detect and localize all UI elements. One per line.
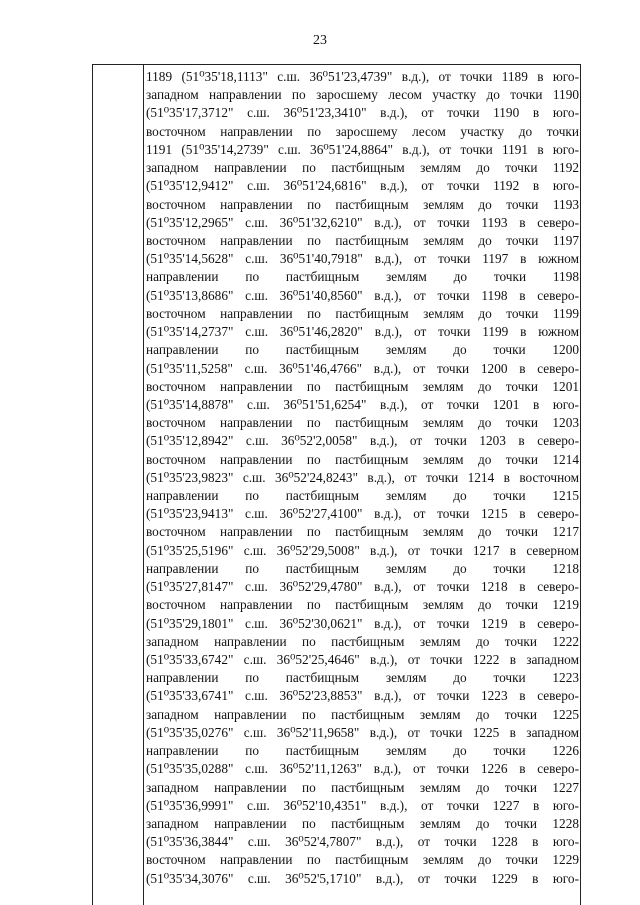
text-line: восточном направлении по пастбищным землям до точки 1201 — [146, 378, 579, 394]
text-line: направлении по пастбищным землям до точки 1226 — [146, 743, 579, 759]
text-line: западном направлении по заросшему лесом участку до точки 1190 — [146, 87, 579, 103]
text-line: восточном направлении по пастбищным землям до точки 1214 — [146, 451, 579, 467]
text-line: (51⁰35'27,8147" с.ш. 36⁰52'29,4780" в.д.), от точки 1218 в северо- — [146, 579, 579, 595]
text-line: (51⁰35'12,9412" с.ш. 36⁰51'24,6816" в.д.), от точки 1192 в юго- — [146, 178, 579, 194]
text-line: восточном направлении по пастбищным землям до точки 1229 — [146, 852, 579, 868]
text-line: западном направлении по пастбищным землям до точки 1222 — [146, 633, 579, 649]
text-line: восточном направлении по заросшему лесом участку до точки — [146, 123, 579, 139]
text-line: (51⁰35'33,6741" с.ш. 36⁰52'23,8853" в.д.), от точки 1223 в северо- — [146, 688, 579, 704]
text-line: западном направлении по пастбищным землям до точки 1227 — [146, 779, 579, 795]
boundary-description-text — [146, 68, 579, 888]
text-line: (51⁰35'35,0276" с.ш. 36⁰52'11,9658" в.д.), от точки 1225 в западном — [146, 724, 579, 740]
text-line: (51⁰35'13,8686" с.ш. 36⁰51'40,8560" в.д.), от точки 1198 в северо- — [146, 287, 579, 303]
text-line: (51⁰35'36,3844" с.ш. 36⁰52'4,7807" в.д.), от точки 1228 в юго- — [146, 834, 579, 850]
text-line: восточном направлении по пастбищным землям до точки 1219 — [146, 597, 579, 613]
text-line: (51⁰35'29,1801" с.ш. 36⁰52'30,0621" в.д.), от точки 1219 в северо- — [146, 615, 579, 631]
text-line: восточном направлении по пастбищным землям до точки 1203 — [146, 415, 579, 431]
text-line: (51⁰35'36,9991" с.ш. 36⁰52'10,4351" в.д.), от точки 1227 в юго- — [146, 797, 579, 813]
text-line: (51⁰35'11,5258" с.ш. 36⁰51'46,4766" в.д.), от точки 1200 в северо- — [146, 360, 579, 376]
text-line: восточном направлении по пастбищным землям до точки 1197 — [146, 232, 579, 248]
text-line: (51⁰35'33,6742" с.ш. 36⁰52'25,4646" в.д.), от точки 1222 в западном — [146, 652, 579, 667]
column-divider — [143, 64, 144, 905]
text-line: 1189 (51⁰35'18,1113" с.ш. 36⁰51'23,4739" в.д.), от точки 1189 в юго- — [146, 69, 579, 84]
text-line: (51⁰35'25,5196" с.ш. 36⁰52'29,5008" в.д.), от точки 1217 в северном — [146, 542, 579, 558]
text-line: восточном направлении по пастбищным землям до точки 1193 — [146, 196, 579, 212]
text-line: западном направлении по пастбищным землям до точки 1192 — [146, 160, 579, 176]
text-line: (51⁰35'23,9823" с.ш. 36⁰52'24,8243" в.д.), от точки 1214 в восточном — [146, 469, 579, 485]
text-line: восточном направлении по пастбищным землям до точки 1199 — [146, 305, 579, 321]
text-line: направлении по пастбищным землям до точки 1218 — [146, 560, 579, 576]
text-line: западном направлении по пастбищным землям до точки 1225 — [146, 706, 579, 722]
text-line: (51⁰35'12,2965" с.ш. 36⁰51'32,6210" в.д.), от точки 1193 в северо- — [146, 214, 579, 230]
text-line: направлении по пастбищным землям до точки 1223 — [146, 670, 579, 686]
text-line: (51⁰35'14,8878" с.ш. 36⁰51'51,6254" в.д.), от точки 1201 в юго- — [146, 396, 579, 412]
text-line: (51⁰35'14,2737" с.ш. 36⁰51'46,2820" в.д.), от точки 1199 в южном — [146, 324, 579, 340]
text-line: (51⁰35'35,0288" с.ш. 36⁰52'11,1263" в.д.), от точки 1226 в северо- — [146, 761, 579, 777]
text-line: направлении по пастбищным землям до точки 1200 — [146, 342, 579, 358]
text-line: (51⁰35'23,9413" с.ш. 36⁰52'27,4100" в.д.), от точки 1215 в северо- — [146, 506, 579, 522]
page-number: 23 — [313, 33, 327, 48]
text-line: направлении по пастбищным землям до точки 1198 — [146, 269, 579, 285]
text-line: 1191 (51⁰35'14,2739" с.ш. 36⁰51'24,8864" в.д.), от точки 1191 в юго- — [146, 141, 579, 157]
text-line: (51⁰35'34,3076" с.ш. 36⁰52'5,1710" в.д.), от точки 1229 в юго- — [146, 870, 579, 886]
text-line: (51⁰35'14,5628" с.ш. 36⁰51'40,7918" в.д.), от точки 1197 в южном — [146, 251, 579, 267]
text-line: западном направлении по пастбищным землям до точки 1228 — [146, 815, 579, 831]
text-line: (51⁰35'12,8942" с.ш. 36⁰52'2,0058" в.д.), от точки 1203 в северо- — [146, 433, 579, 449]
text-line: восточном направлении по пастбищным землям до точки 1217 — [146, 524, 579, 540]
text-line: (51⁰35'17,3712" с.ш. 36⁰51'23,3410" в.д.), от точки 1190 в юго- — [146, 105, 579, 121]
text-line: направлении по пастбищным землям до точки 1215 — [146, 488, 579, 504]
